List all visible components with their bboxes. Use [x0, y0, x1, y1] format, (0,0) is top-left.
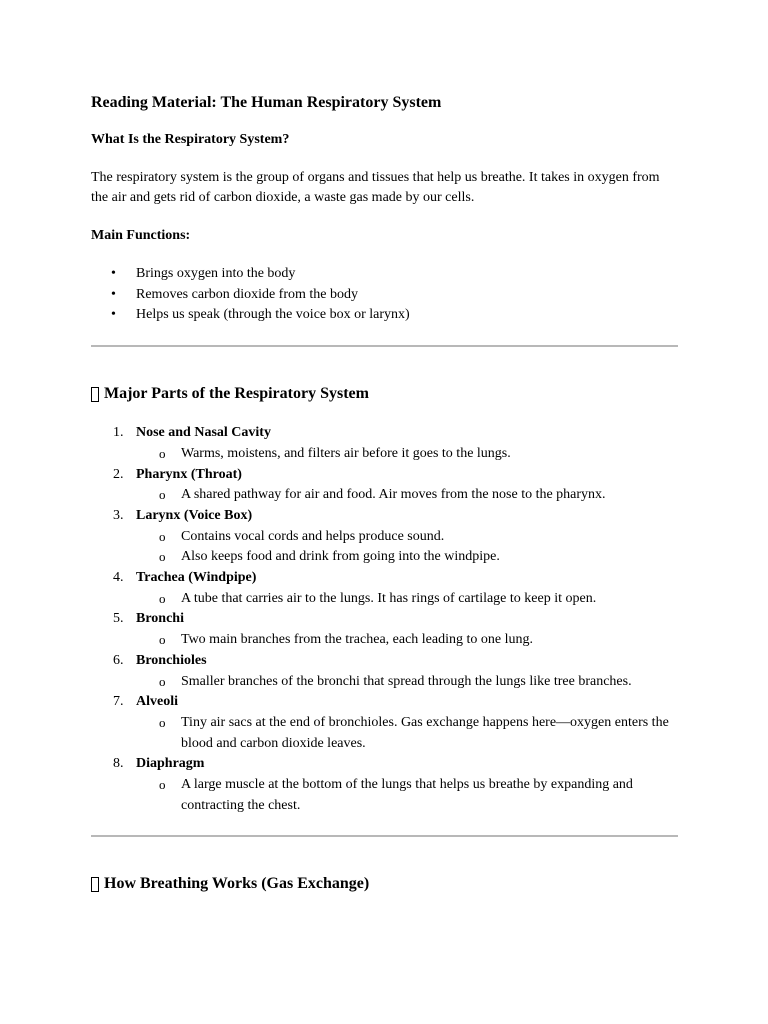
- part-details: [136, 775, 678, 816]
- part-details: [136, 589, 678, 610]
- list-item: [136, 547, 678, 568]
- sub-bullet-icon: o: [159, 549, 166, 565]
- part-name: Pharynx (Throat): [136, 466, 242, 482]
- functions-list: [91, 264, 678, 326]
- part-number: 3.: [113, 507, 124, 523]
- intro-heading: What Is the Respiratory System?: [91, 132, 290, 147]
- section-divider: [91, 835, 678, 837]
- document-title: Reading Material: The Human Respiratory System: [91, 94, 442, 111]
- part-item: [91, 568, 678, 609]
- part-name: Larynx (Voice Box): [136, 507, 253, 523]
- missing-glyph-icon: [91, 387, 99, 402]
- part-number: 5.: [113, 611, 124, 627]
- list-item: [136, 713, 678, 754]
- part-item: [91, 465, 678, 506]
- part-number: 4.: [113, 570, 124, 586]
- sub-bullet-icon: o: [159, 528, 166, 544]
- intro-paragraph: The respiratory system is the group of organs and tissues that help us breathe. It takes in oxygen from the air and gets rid of carbon dioxide, a waste gas made by our cells.: [91, 170, 660, 205]
- list-item: [136, 589, 678, 610]
- sub-bullet-icon: o: [159, 777, 166, 793]
- bullet-icon: •: [111, 307, 116, 323]
- part-details: [136, 485, 678, 506]
- part-item: [91, 754, 678, 816]
- detail-text: A tube that carries air to the lungs. It has rings of cartilage to keep it open.: [181, 590, 597, 606]
- part-item: [91, 692, 678, 754]
- part-name: Diaphragm: [136, 756, 205, 772]
- part-details: [136, 713, 678, 754]
- breathing-section-heading: [91, 873, 678, 895]
- list-item: [136, 485, 678, 506]
- section-divider: [91, 345, 678, 347]
- breathing-heading-text: How Breathing Works (Gas Exchange): [104, 875, 370, 893]
- document-page: [91, 90, 678, 895]
- parts-heading-text: Major Parts of the Respiratory System: [104, 385, 369, 403]
- part-number: 6.: [113, 652, 124, 668]
- detail-text: Tiny air sacs at the end of bronchioles. Gas exchange happens here—oxygen enters the blood and carbon dioxide leaves.: [181, 714, 669, 751]
- list-item: [91, 285, 678, 306]
- part-item: [91, 423, 678, 464]
- part-number: 8.: [113, 756, 124, 772]
- detail-text: Warms, moistens, and filters air before it goes to the lungs.: [181, 445, 511, 461]
- detail-text: Two main branches from the trachea, each leading to one lung.: [181, 632, 533, 648]
- list-item: [136, 527, 678, 548]
- detail-text: A large muscle at the bottom of the lungs that helps us breathe by expanding and contracting the chest.: [181, 777, 633, 813]
- list-item: [136, 444, 678, 465]
- part-name: Bronchi: [136, 611, 184, 627]
- part-details: [136, 527, 678, 568]
- list-item: [91, 264, 678, 285]
- function-text: Removes carbon dioxide from the body: [136, 286, 359, 302]
- bullet-icon: •: [111, 286, 116, 302]
- list-item: [91, 305, 678, 326]
- function-text: Brings oxygen into the body: [136, 266, 296, 281]
- detail-text: Contains vocal cords and helps produce sound.: [181, 528, 445, 544]
- list-item: [136, 672, 678, 693]
- part-number: 2.: [113, 466, 124, 482]
- part-details: [136, 444, 678, 465]
- part-name: Trachea (Windpipe): [136, 570, 257, 586]
- missing-glyph-icon: [91, 877, 99, 892]
- part-number: 7.: [113, 694, 124, 710]
- parts-list: [91, 423, 678, 816]
- function-text: Helps us speak (through the voice box or larynx): [136, 307, 410, 323]
- part-details: [136, 672, 678, 693]
- detail-text: Smaller branches of the bronchi that spread through the lungs like tree branches.: [181, 673, 632, 689]
- sub-bullet-icon: o: [159, 445, 166, 461]
- sub-bullet-icon: o: [159, 487, 166, 503]
- part-details: [136, 630, 678, 651]
- sub-bullet-icon: o: [159, 714, 166, 730]
- sub-bullet-icon: o: [159, 632, 166, 648]
- list-item: [136, 775, 678, 816]
- detail-text: A shared pathway for air and food. Air moves from the nose to the pharynx.: [181, 487, 606, 503]
- part-item: [91, 609, 678, 650]
- part-name: Alveoli: [136, 694, 178, 710]
- bullet-icon: •: [111, 266, 116, 281]
- part-item: [91, 506, 678, 568]
- list-item: [136, 630, 678, 651]
- sub-bullet-icon: o: [159, 673, 166, 689]
- part-name: Nose and Nasal Cavity: [136, 425, 271, 441]
- functions-heading: Main Functions:: [91, 228, 191, 243]
- part-number: 1.: [113, 425, 124, 441]
- part-name: Bronchioles: [136, 652, 207, 668]
- part-item: [91, 651, 678, 692]
- parts-section-heading: [91, 383, 678, 405]
- sub-bullet-icon: o: [159, 590, 166, 606]
- detail-text: Also keeps food and drink from going into the windpipe.: [181, 549, 500, 565]
